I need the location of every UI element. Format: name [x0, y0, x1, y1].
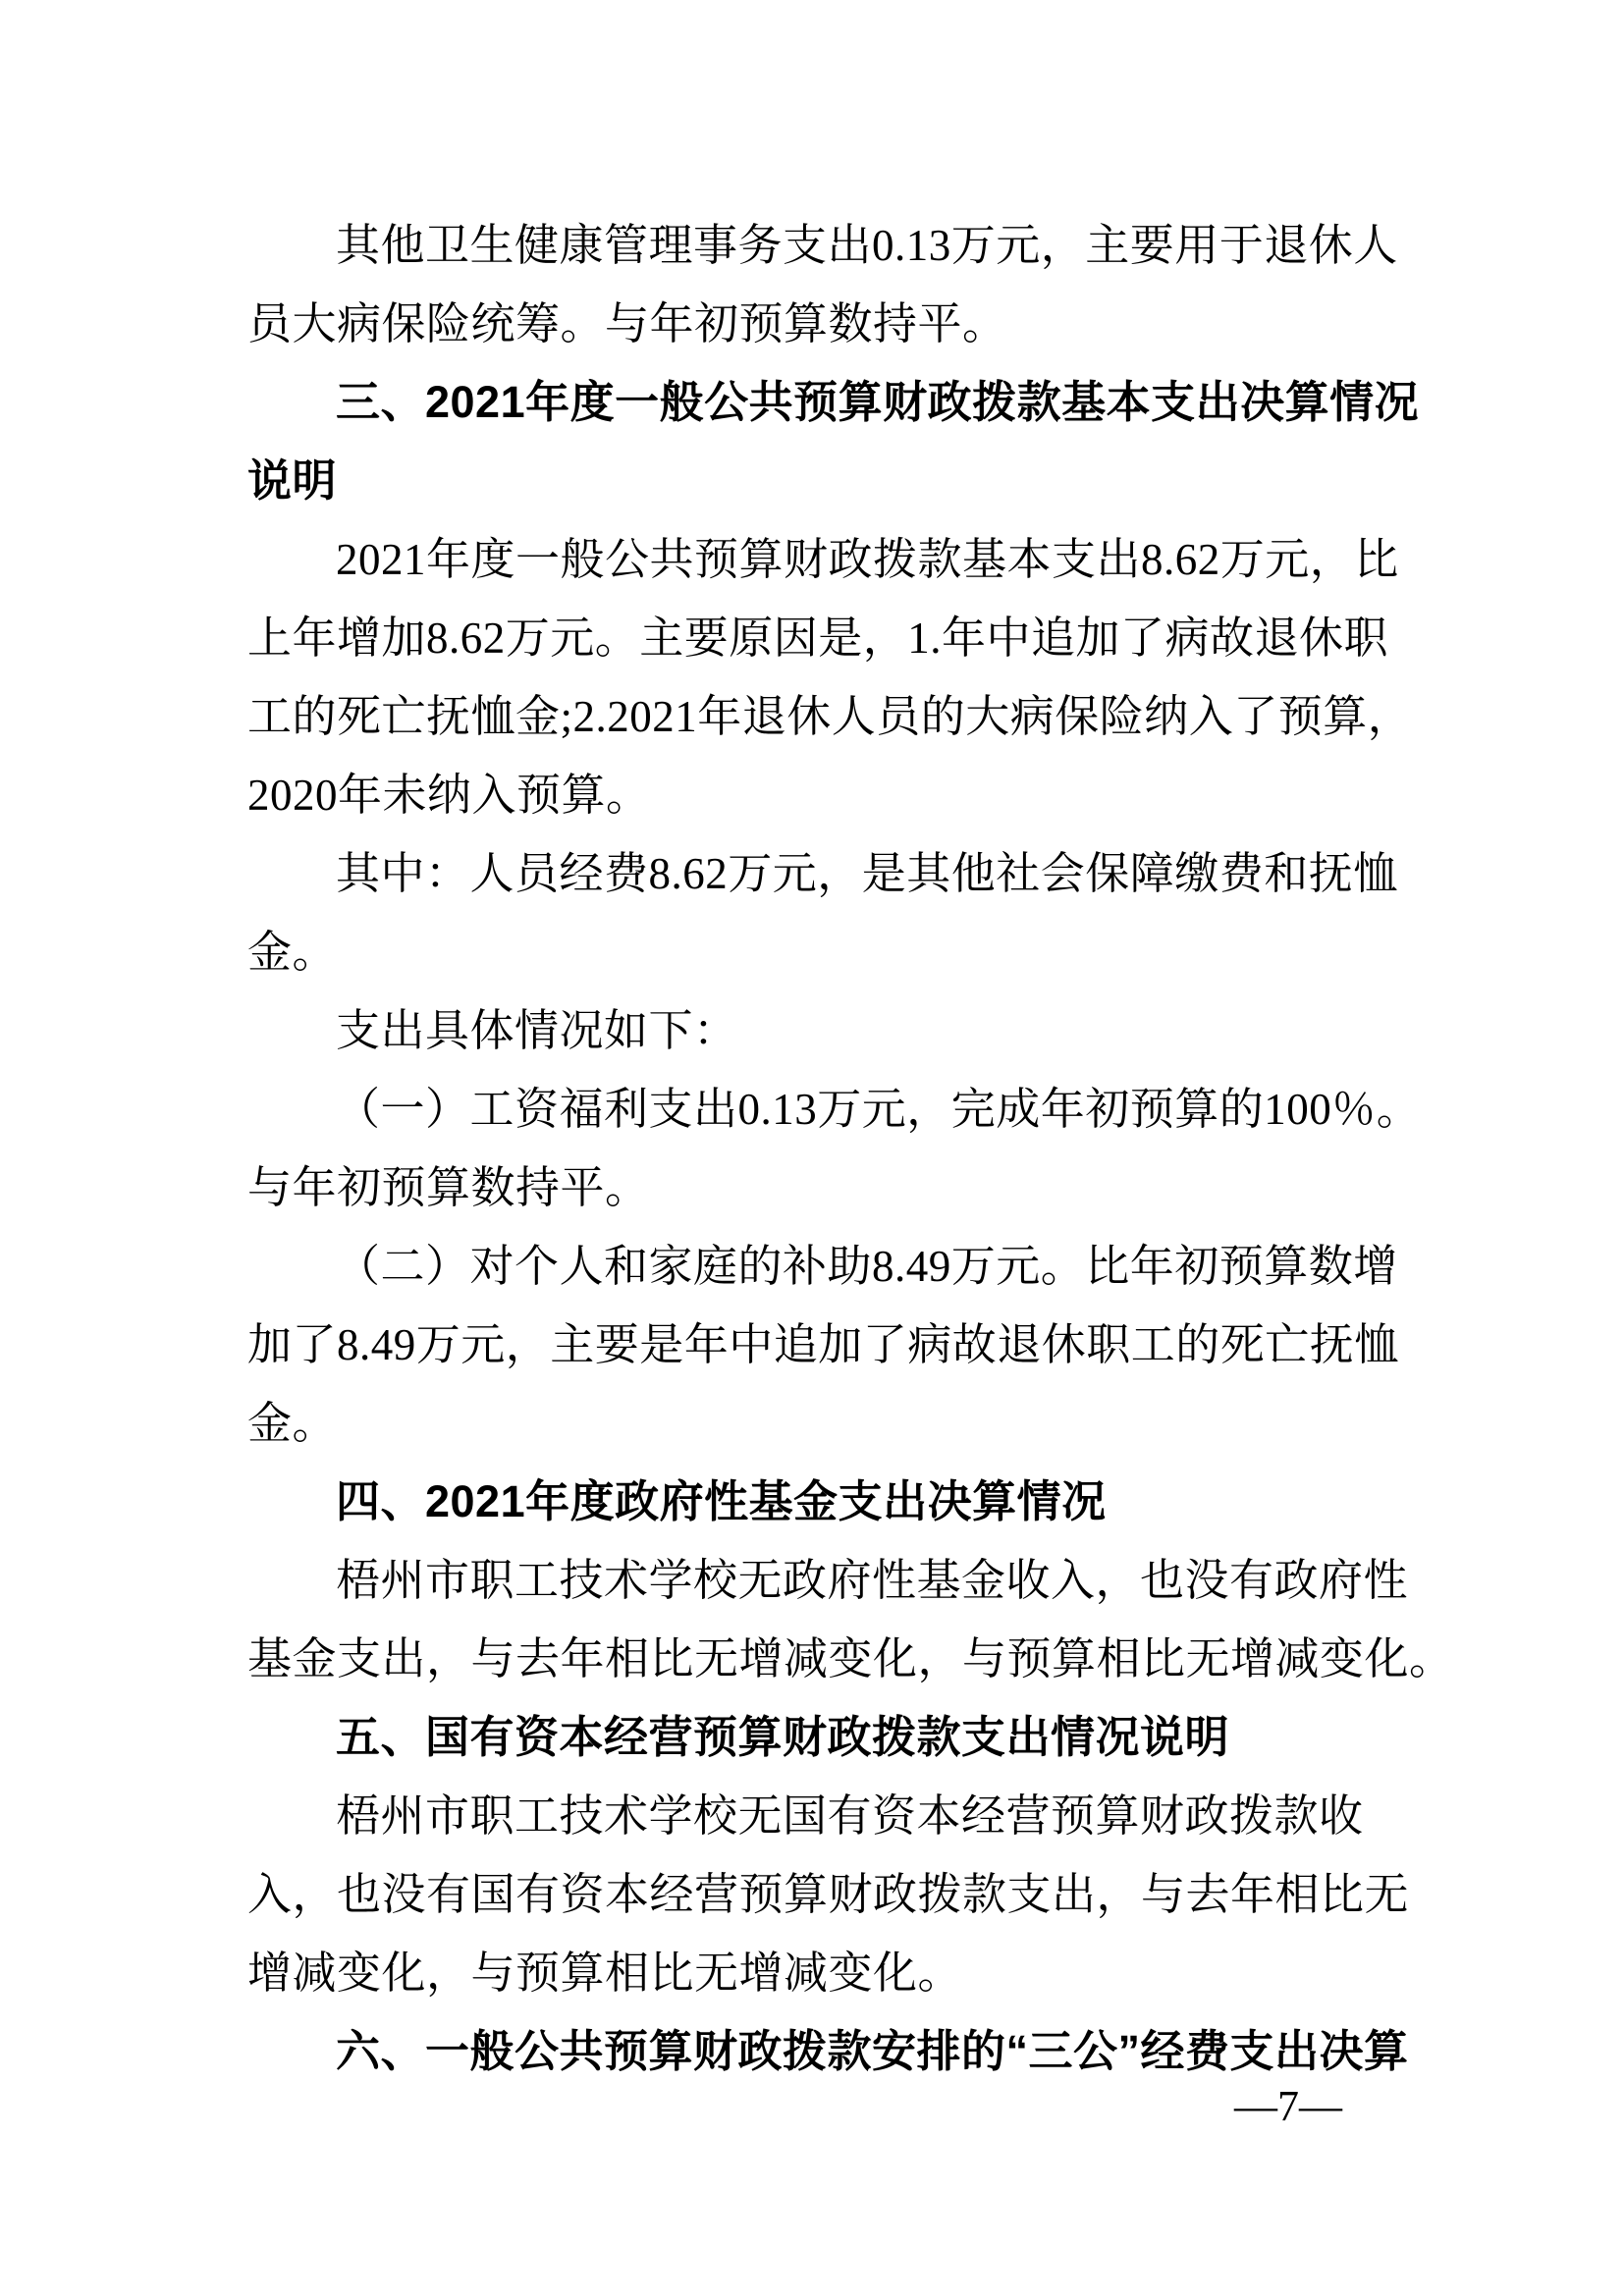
body-text-line: 上年增加8.62万元。主要原因是，1.年中追加了病故退休职	[247, 614, 1389, 663]
body-text-line: 与年初预算数持平。	[247, 1163, 650, 1212]
body-text-line: （一）工资福利支出0.13万元，完成年初预算的100％。	[336, 1085, 1422, 1134]
body-text-line: 2020年未纳入预算。	[247, 771, 651, 820]
page-number: —7—	[1234, 2082, 1342, 2130]
body-text-line: 工的死亡抚恤金;2.2021年退休人员的大病保险纳入了预算，	[247, 692, 1413, 741]
document-text-block	[247, 206, 1454, 2091]
body-text-line: 支出具体情况如下：	[336, 1006, 738, 1055]
body-text-line: 其中：人员经费8.62万元，是其他社会保障缴费和抚恤	[336, 849, 1398, 898]
body-text-line: 金。	[247, 928, 338, 977]
body-text-line: 2021年度一般公共预算财政拨款基本支出8.62万元，比	[336, 535, 1399, 584]
body-text-line: 加了8.49万元，主要是年中追加了病故退休职工的死亡抚恤	[247, 1320, 1399, 1369]
body-text-line: 其他卫生健康管理事务支出0.13万元，主要用于退休人	[336, 221, 1398, 270]
body-text-line: 梧州市职工技术学校无政府性基金收入，也没有政府性	[336, 1556, 1409, 1605]
body-text-line: （二）对个人和家庭的补助8.49万元。比年初预算数增	[336, 1242, 1398, 1291]
section-heading-6: 六、一般公共预算财政拨款安排的“三公”经费支出决算	[336, 2026, 1409, 2076]
body-text-line: 入，也没有国有资本经营预算财政拨款支出，与去年相比无	[247, 1870, 1410, 1919]
body-text-line: 基金支出，与去年相比无增减变化，与预算相比无增减变化。	[247, 1634, 1454, 1683]
body-text-line: 员大病保险统筹。与年初预算数持平。	[247, 299, 1007, 348]
section-heading-3-continued: 说明	[247, 455, 338, 506]
section-heading-3: 三、2021年度一般公共预算财政拨款基本支出决算情况	[336, 377, 1420, 427]
body-text-line: 金。	[247, 1399, 338, 1448]
section-heading-5: 五、国有资本经营预算财政拨款支出情况说明	[336, 1712, 1230, 1762]
section-heading-4: 四、2021年度政府性基金支出决算情况	[336, 1476, 1107, 1526]
body-text-line: 增减变化，与预算相比无增减变化。	[247, 1949, 963, 1998]
body-text-line: 梧州市职工技术学校无国有资本经营预算财政拨款收	[336, 1791, 1364, 1841]
